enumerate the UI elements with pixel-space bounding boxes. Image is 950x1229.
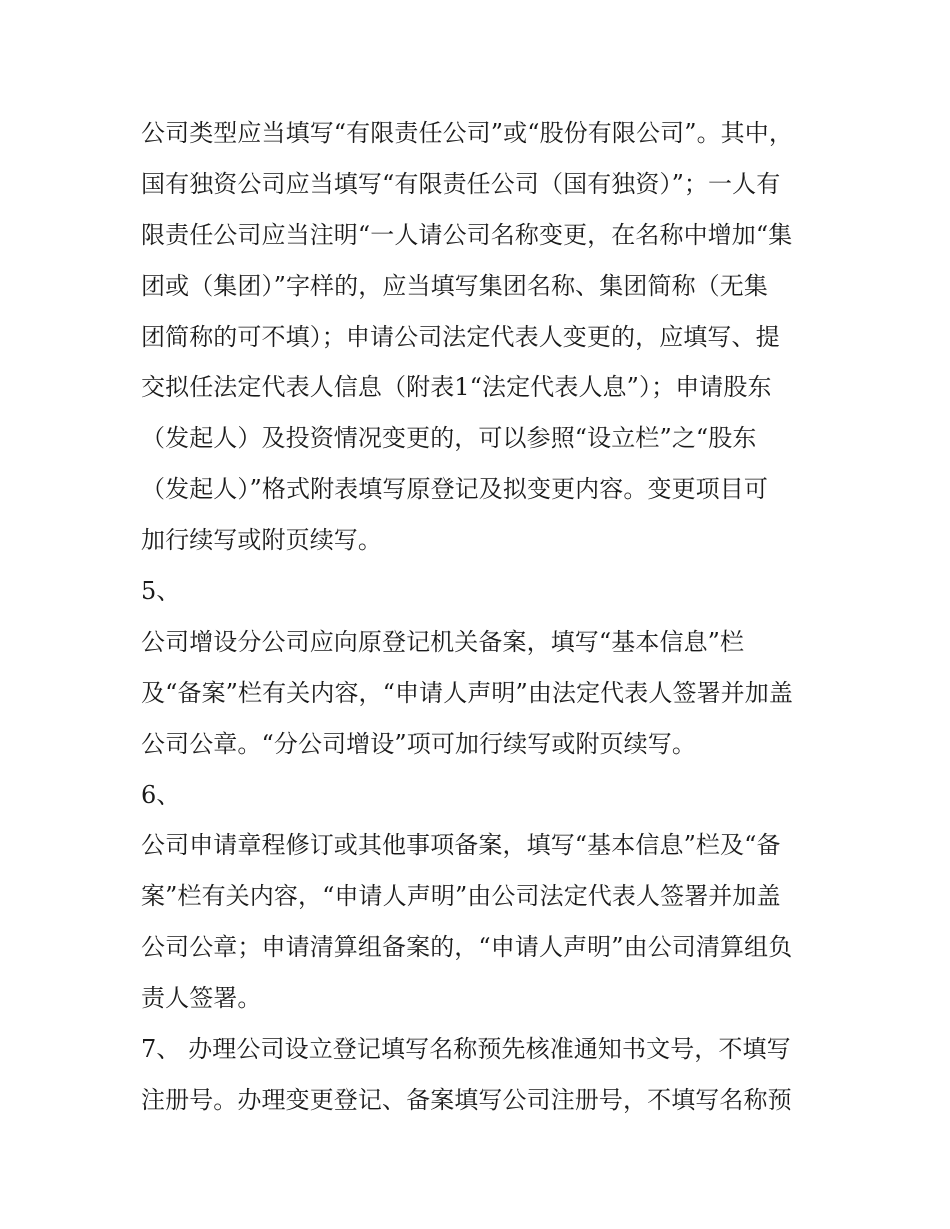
text-line-19: 7、 办理公司设立登记填写名称预先核准通知书文号，不填写 bbox=[141, 1035, 791, 1064]
section-number-5: 5、 bbox=[141, 577, 181, 606]
text-line-8: （发起人）”格式附表填写原登记及拟变更内容。变更项目可 bbox=[141, 475, 768, 504]
instructions-text-block bbox=[141, 108, 831, 1126]
text-line-1: 公司类型应当填写“有限责任公司”或“股份有限公司”。其中， bbox=[141, 119, 793, 147]
section-number-6: 6、 bbox=[141, 780, 181, 809]
text-line-13: 公司公章。“分公司增设”项可加行续写或附页续写。 bbox=[141, 729, 696, 758]
text-line-3: 限责任公司应当注明“一人请公司名称变更，在名称中增加“集 bbox=[141, 220, 793, 249]
text-line-5: 团简称的可不填）；申请公司法定代表人变更的，应填写、提 bbox=[141, 322, 780, 351]
text-line-6: 交拟任法定代表人信息（附表1“法定代表人息”）；申请股东 bbox=[141, 373, 772, 402]
text-line-18: 责人签署。 bbox=[141, 984, 262, 1013]
text-line-15: 公司申请章程修订或其他事项备案，填写“基本信息”栏及“备 bbox=[141, 831, 781, 860]
text-line-4: 团或（集团）”字样的，应当填写集团名称、集团简称（无集 bbox=[141, 271, 768, 300]
text-line-11: 公司增设分公司应向原登记机关备案，填写“基本信息”栏 bbox=[141, 627, 745, 656]
text-line-17: 公司公章；申请清算组备案的，“申请人声明”由公司清算组负 bbox=[141, 933, 793, 962]
text-line-20: 注册号。办理变更登记、备案填写公司注册号，不填写名称预 bbox=[141, 1085, 792, 1114]
text-line-7: （发起人）及投资情况变更的，可以参照“设立栏”之“股东 bbox=[141, 424, 757, 453]
text-line-16: 案”栏有关内容，“申请人声明”由公司法定代表人签署并加盖 bbox=[141, 882, 781, 911]
text-line-12: 及“备案”栏有关内容，“申请人声明”由法定代表人签署并加盖 bbox=[141, 678, 793, 707]
text-line-2: 国有独资公司应当填写“有限责任公司（国有独资）”；一人有 bbox=[141, 169, 781, 198]
text-line-9: 加行续写或附页续写。 bbox=[141, 526, 382, 555]
